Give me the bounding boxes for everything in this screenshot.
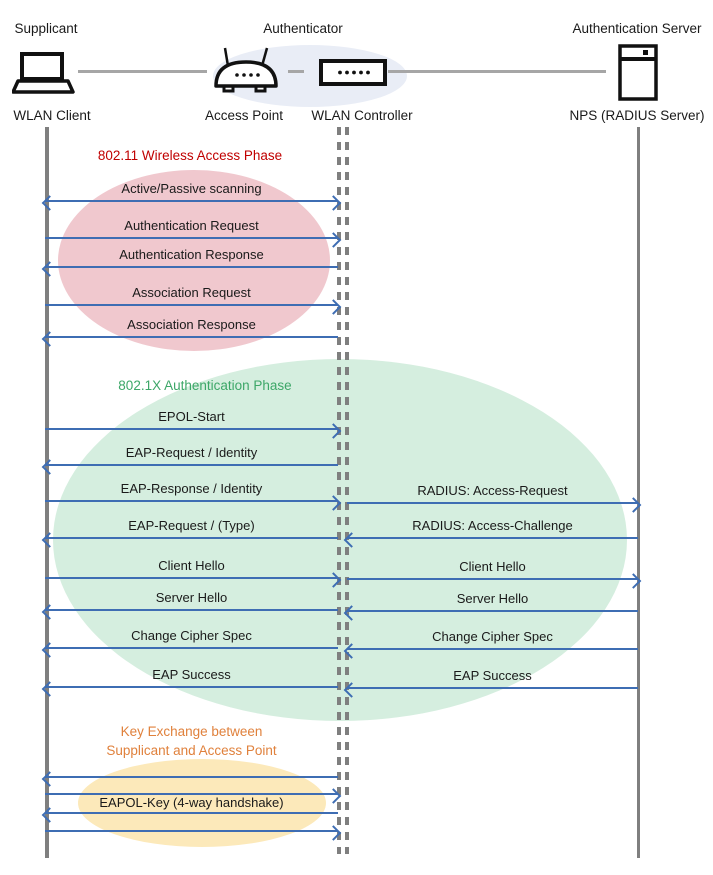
label-nps-radius-server: NPS (RADIUS Server) [569, 108, 705, 123]
message-arrow [45, 336, 338, 338]
message-label: EAP-Request / Identity [125, 445, 258, 460]
role-authenticator: Authenticator [263, 21, 343, 36]
message-label: Server Hello [155, 590, 228, 605]
message-label: Client Hello [459, 559, 526, 574]
phase2-title: 802.1X Authentication Phase [118, 378, 292, 393]
message-arrow [45, 428, 338, 430]
message-label: Active/Passive scanning [121, 181, 262, 196]
connector-line [288, 70, 304, 73]
phase3-title-line2: Supplicant and Access Point [106, 743, 277, 758]
message-arrow [347, 578, 638, 580]
message-arrow [347, 648, 638, 650]
message-label: Client Hello [158, 558, 225, 573]
message-arrow [347, 610, 638, 612]
message-label: EAPOL-Key (4-way handshake) [99, 795, 284, 810]
message-arrow [347, 687, 638, 689]
message-arrow [45, 577, 338, 579]
message-label: Server Hello [456, 591, 529, 606]
message-arrow [45, 686, 338, 688]
message-label: Association Response [127, 317, 256, 332]
message-arrow [45, 237, 338, 239]
phase1-title: 802.11 Wireless Access Phase [97, 148, 283, 163]
phase3-title [45, 722, 338, 760]
message-label: EAP Success [152, 667, 231, 682]
message-arrow [347, 537, 638, 539]
message-arrow [45, 200, 338, 202]
connector-line [78, 70, 207, 73]
message-label: EPOL-Start [158, 409, 225, 424]
message-label: Change Cipher Spec [131, 628, 252, 643]
message-arrow [45, 830, 338, 832]
message-label: RADIUS: Access-Request [417, 483, 568, 498]
message-label: Authentication Request [124, 218, 259, 233]
message-label: Change Cipher Spec [432, 629, 553, 644]
message-arrow [45, 304, 338, 306]
message-label: EAP Success [453, 668, 532, 683]
message-arrow [45, 647, 338, 649]
message-label: Authentication Response [119, 247, 264, 262]
role-supplicant: Supplicant [14, 21, 78, 36]
message-arrow [45, 812, 338, 814]
message-label: EAP-Request / (Type) [128, 518, 255, 533]
message-arrow [45, 464, 338, 466]
label-wlan-client: WLAN Client [13, 108, 91, 123]
access-point-icon [212, 46, 280, 94]
message-arrow [45, 609, 338, 611]
wlan-controller-icon [318, 58, 388, 88]
message-arrow [45, 266, 338, 268]
server-icon [617, 44, 659, 102]
message-arrow [45, 500, 338, 502]
message-label: EAP-Response / Identity [120, 481, 263, 496]
laptop-icon [12, 52, 76, 96]
message-arrow [347, 502, 638, 504]
message-arrow [45, 776, 338, 778]
phase3-title-line1: Key Exchange between [120, 724, 263, 739]
message-label: Association Request [132, 285, 251, 300]
connector-line [388, 70, 606, 73]
message-label: RADIUS: Access-Challenge [412, 518, 573, 533]
label-access-point: Access Point [204, 108, 284, 123]
label-wlan-controller: WLAN Controller [311, 108, 413, 123]
message-arrow [45, 537, 338, 539]
role-authentication-server: Authentication Server [572, 21, 702, 36]
